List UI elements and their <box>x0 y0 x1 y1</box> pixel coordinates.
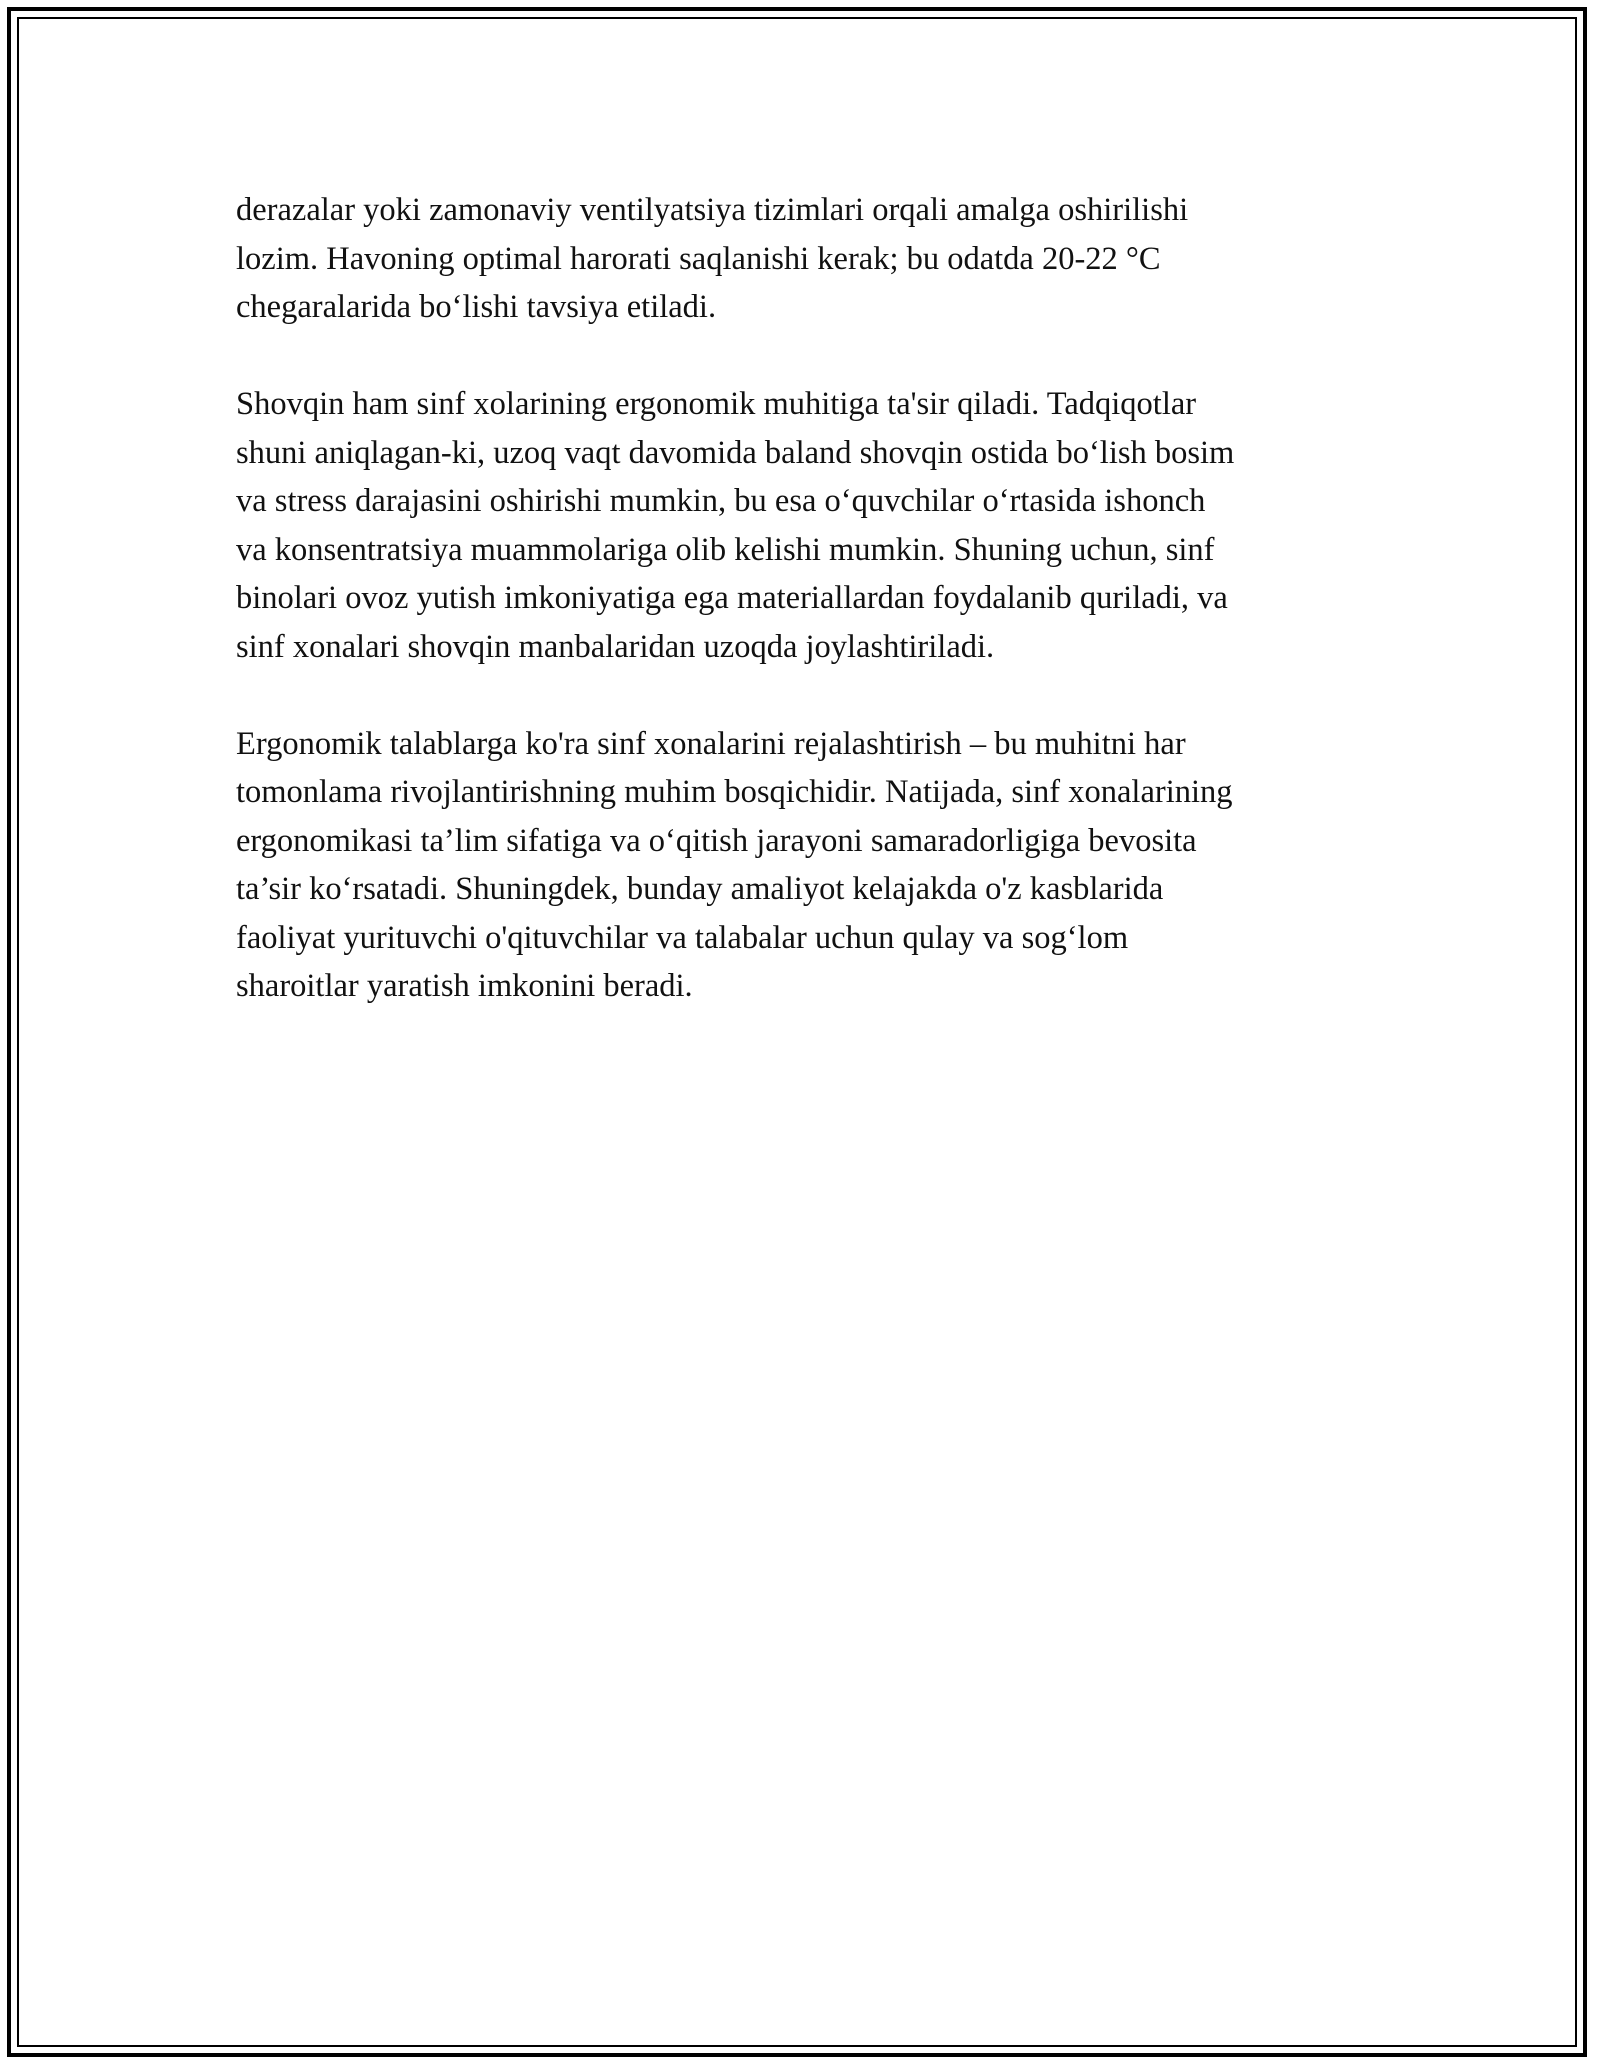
document-body <box>236 186 1376 1059</box>
paragraph-noise: Shovqin ham sinf xolarining ergonomik muhitiga ta'sir qiladi. Tadqiqotlar shuni aniqlagan-ki, uzoq vaqt davomida baland shovqin ostida boʻlish bosim va stress darajasini oshirishi mumkin, bu esa oʻquvchilar oʻrtasida ishonch va konsentratsiya muammolariga olib kelishi mumkin. Shuning uchun, sinf binolari ovoz yutish imkoniyatiga ega materiallardan foydalanib quriladi, va sinf xonalari shovqin manbalaridan uzoqda joylashtiriladi. <box>236 386 1235 665</box>
paragraph-ventilation: derazalar yoki zamonaviy ventilyatsiya tizimlari orqali amalga oshirilishi lozim. Havoning optimal harorati saqlanishi kerak; bu odatda 20-22 °C chegaralarida boʻlishi tavsiya etiladi. <box>236 192 1189 325</box>
paragraph-conclusion: Ergonomik talablarga ko'ra sinf xonalarini rejalashtirish – bu muhitni har tomonlama rivojlantirishning muhim bosqichidir. Natijada, sinf xonalarining ergonomikasi ta’lim sifatiga va oʻqitish jarayoni samaradorligiga bevosita ta’sir koʻrsatadi. Shuningdek, bunday amaliyot kelajakda o'z kasblarida faoliyat yurituvchi o'qituvchilar va talabalar uchun qulay va sogʻlom sharoitlar yaratish imkonini beradi. <box>236 725 1233 1004</box>
